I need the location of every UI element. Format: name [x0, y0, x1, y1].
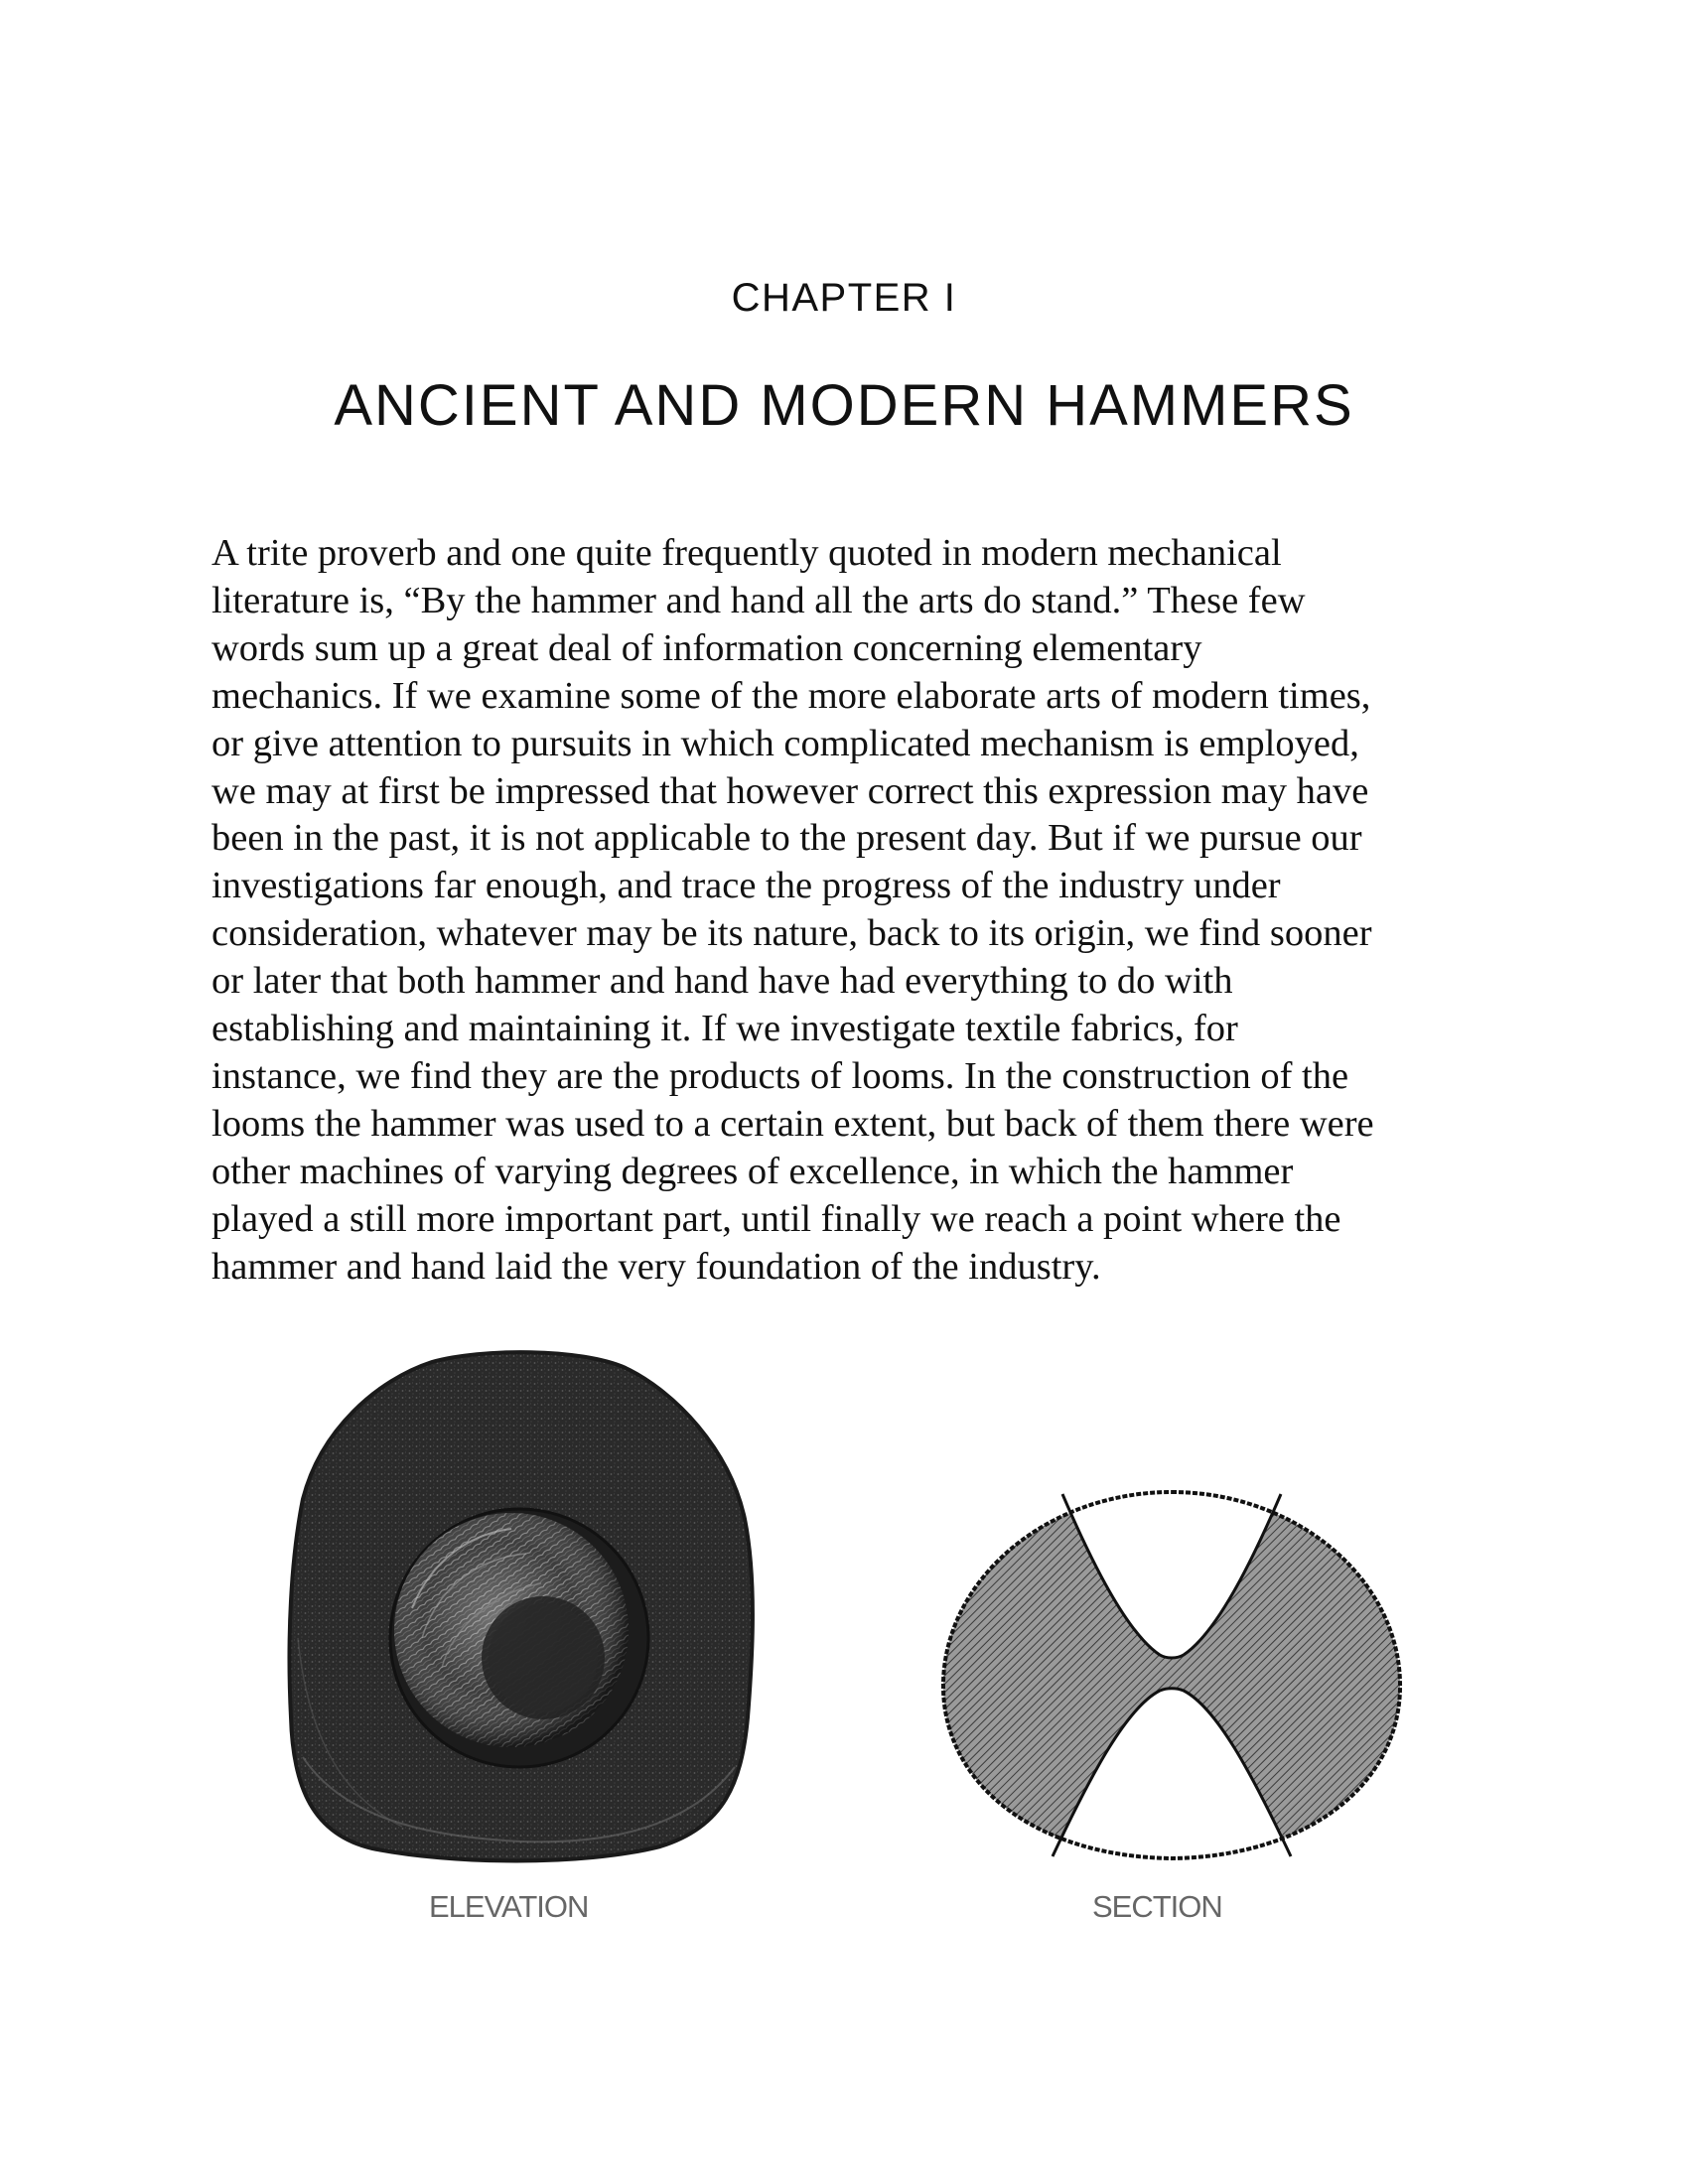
paragraph-line: literature is, “By the hammer and hand all the arts do stand.” These few: [211, 579, 1306, 621]
paragraph-line: or give attention to pursuits in which complicated mechanism is employed,: [211, 722, 1359, 764]
paragraph-line: hammer and hand laid the very foundation of the industry.: [211, 1245, 1101, 1288]
paragraph-line: investigations far enough, and trace the progress of the industry under: [211, 865, 1281, 907]
paragraph-line: or later that both hammer and hand have had everything to do with: [211, 960, 1233, 1003]
paragraph-line: played a still more important part, until finally we reach a point where the: [211, 1197, 1341, 1240]
paragraph-line: A trite proverb and one quite frequently quoted in modern mechanical: [211, 532, 1282, 574]
chapter-title: ANCIENT AND MODERN HAMMERS: [334, 373, 1354, 438]
paragraph-line: other machines of varying degrees of excellence, in which the hammer: [211, 1150, 1294, 1192]
paragraph-line: mechanics. If we examine some of the more elaborate arts of modern times,: [211, 674, 1371, 717]
paragraph-line: instance, we find they are the products of looms. In the construction of the: [211, 1054, 1349, 1097]
body-paragraph: [211, 530, 1492, 1292]
chapter-label: CHAPTER I: [731, 276, 957, 320]
section-caption: SECTION: [1092, 1889, 1222, 1924]
section-illustration: [933, 1484, 1410, 1866]
paragraph-line: looms the hammer was used to a certain extent, but back of them there were: [211, 1102, 1374, 1145]
paragraph-line: establishing and maintaining it. If we investigate textile fabrics, for: [211, 1008, 1238, 1050]
elevation-caption: ELEVATION: [429, 1889, 589, 1924]
paragraph-line: we may at first be impressed that however correct this expression may have: [211, 769, 1369, 812]
paragraph-line: consideration, whatever may be its nature, back to its origin, we find sooner: [211, 912, 1372, 955]
elevation-illustration: [283, 1340, 760, 1866]
paragraph-line: been in the past, it is not applicable to the present day. But if we pursue our: [211, 817, 1362, 860]
paragraph-line: words sum up a great deal of information concerning elementary: [211, 626, 1202, 669]
